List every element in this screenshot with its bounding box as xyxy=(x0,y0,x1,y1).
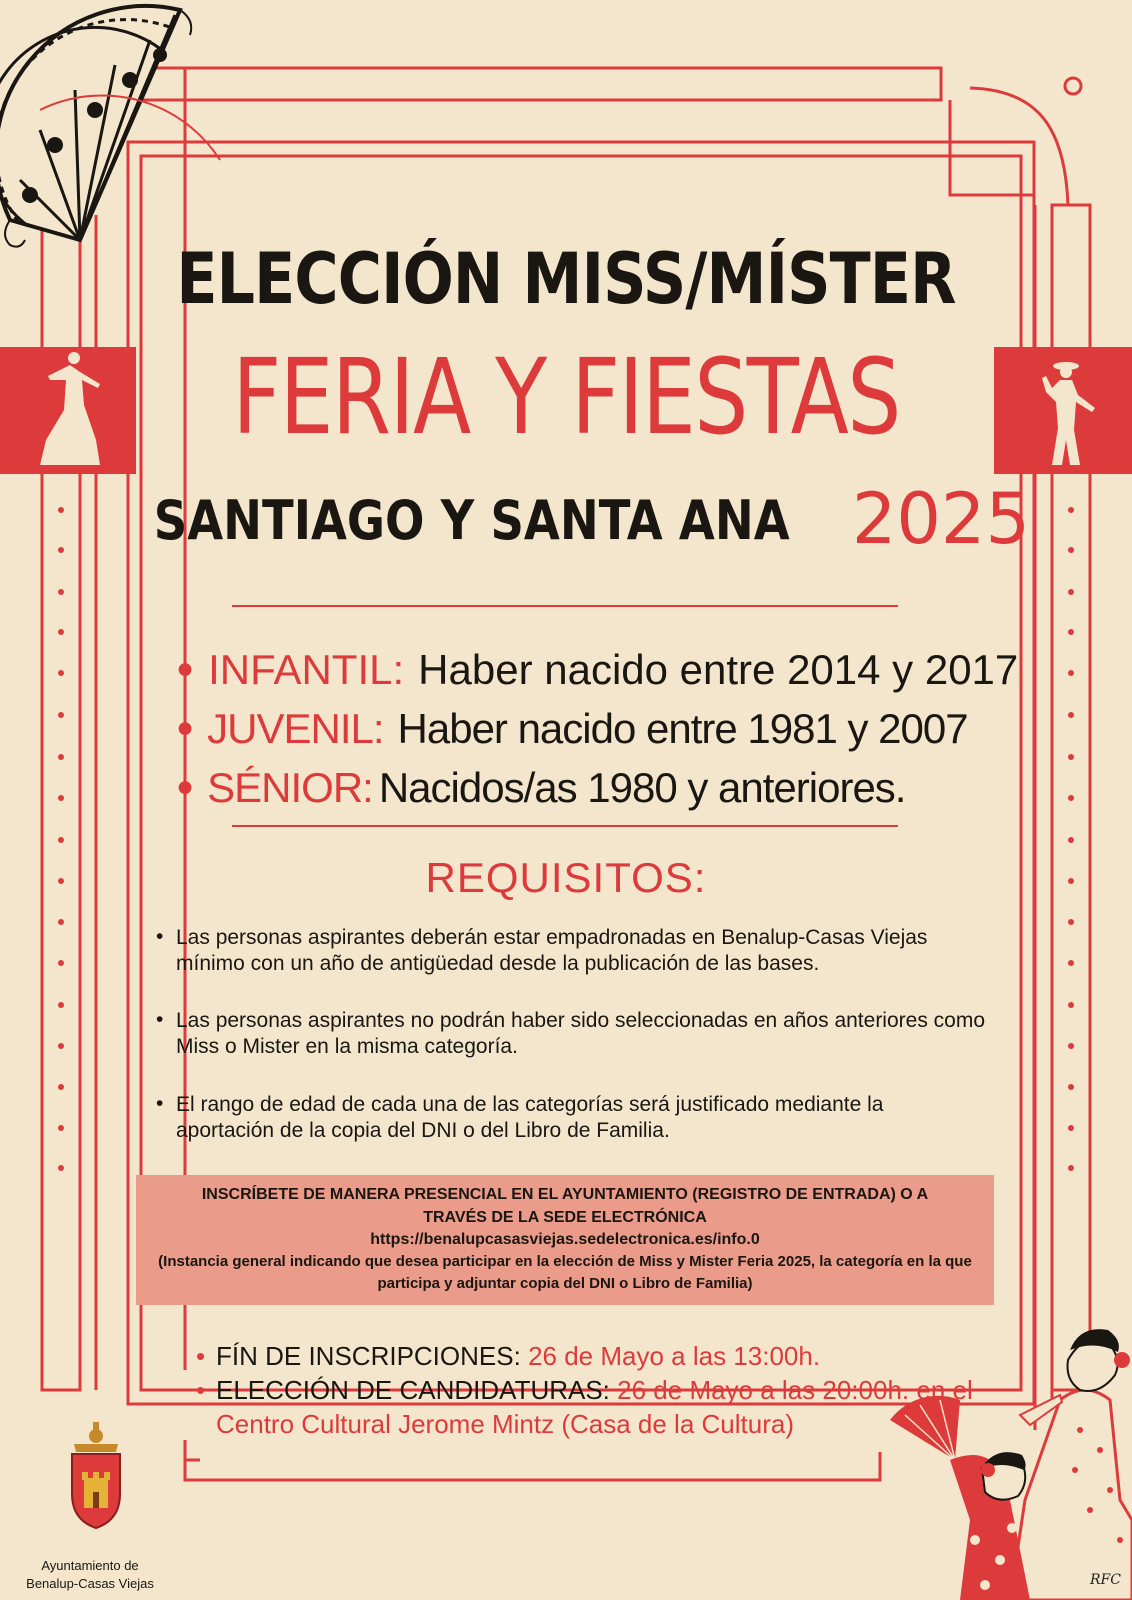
bullet: ● xyxy=(176,652,195,685)
artist-signature: RFC xyxy=(1090,1572,1121,1588)
dates-list xyxy=(196,1339,976,1441)
org-line1: Ayuntamiento de xyxy=(41,1558,139,1573)
category-senior xyxy=(176,758,996,817)
date-item xyxy=(196,1373,976,1441)
coat-of-arms-icon xyxy=(72,1422,120,1528)
registration-heading: INSCRÍBETE DE MANERA PRESENCIAL EN EL AYUNTAMIENTO (REGISTRO DE ENTRADA) O A TRAVÉS DE LA SEDE ELECTRÓNICA xyxy=(201,1186,929,1226)
date-label: ELECCIÓN DE CANDIDATURAS: xyxy=(216,1375,610,1405)
title-feria: FERIA Y FIESTAS xyxy=(232,336,900,458)
date-item xyxy=(196,1339,976,1373)
title-santiago xyxy=(0,478,1132,560)
bullet: • xyxy=(196,1375,206,1405)
requirement-item xyxy=(156,1092,986,1144)
date-label: FÍN DE INSCRIPCIONES: xyxy=(216,1341,521,1371)
organization-name xyxy=(10,1557,170,1593)
category-text: Nacidos/as 1980 y anteriores. xyxy=(378,764,906,811)
registration-note: (Instancia general indicando que desea participar en la elección de Miss y Mister Feria 2025, la categoría en la que participa y adjuntar copia del DNI o Libro de Familia) xyxy=(158,1253,972,1292)
registration-url[interactable]: https://benalupcasasviejas.sedelectronica.es/info.0 xyxy=(370,1231,760,1248)
title-election: ELECCIÓN MISS/MÍSTER xyxy=(176,238,956,320)
category-text: Haber nacido entre 1981 y 2007 xyxy=(397,705,968,752)
bullet: • xyxy=(156,1008,164,1031)
title-santiago-text: SANTIAGO Y SANTA ANA xyxy=(153,489,790,552)
requirement-item xyxy=(156,925,986,977)
category-juvenil xyxy=(176,699,996,758)
divider-top xyxy=(232,605,898,607)
requirement-text: Las personas aspirantes deberán estar empadronadas en Benalup-Casas Viejas mínimo con un año de antigüedad desde la publicación de las bases. xyxy=(176,926,928,975)
categories-list xyxy=(176,640,1019,817)
requirement-item xyxy=(156,1008,986,1060)
category-text: Haber nacido entre 2014 y 2017 xyxy=(418,646,1019,693)
title-year: 2025 xyxy=(851,478,1031,560)
bullet: ● xyxy=(176,770,194,803)
bullet: • xyxy=(156,925,164,948)
requirement-text: Las personas aspirantes no podrán haber sido seleccionadas en años anteriores como Miss o Mister en la misma categoría. xyxy=(176,1009,986,1058)
registration-box xyxy=(136,1175,994,1305)
requirement-text: El rango de edad de cada una de las categorías será justificado mediante la aportación de la copia del DNI o del Libro de Familia. xyxy=(176,1093,884,1142)
requirements-title: REQUISITOS: xyxy=(425,854,707,901)
date-value: 26 de Mayo a las 20:00h. en el Centro Cultural Jerome Mintz (Casa de la Cultura) xyxy=(216,1375,973,1439)
bullet: • xyxy=(196,1341,206,1371)
category-label: JUVENIL: xyxy=(207,705,384,752)
bullet: ● xyxy=(176,711,194,744)
category-label: SÉNIOR: xyxy=(207,764,373,811)
bullet: • xyxy=(156,1092,164,1115)
category-infantil xyxy=(176,640,1019,699)
lace-fan-icon xyxy=(0,6,220,247)
org-line2: Benalup-Casas Viejas xyxy=(26,1576,154,1591)
category-label: INFANTIL: xyxy=(208,646,405,693)
date-value: 26 de Mayo a las 13:00h. xyxy=(528,1341,821,1371)
divider-middle xyxy=(232,825,898,827)
